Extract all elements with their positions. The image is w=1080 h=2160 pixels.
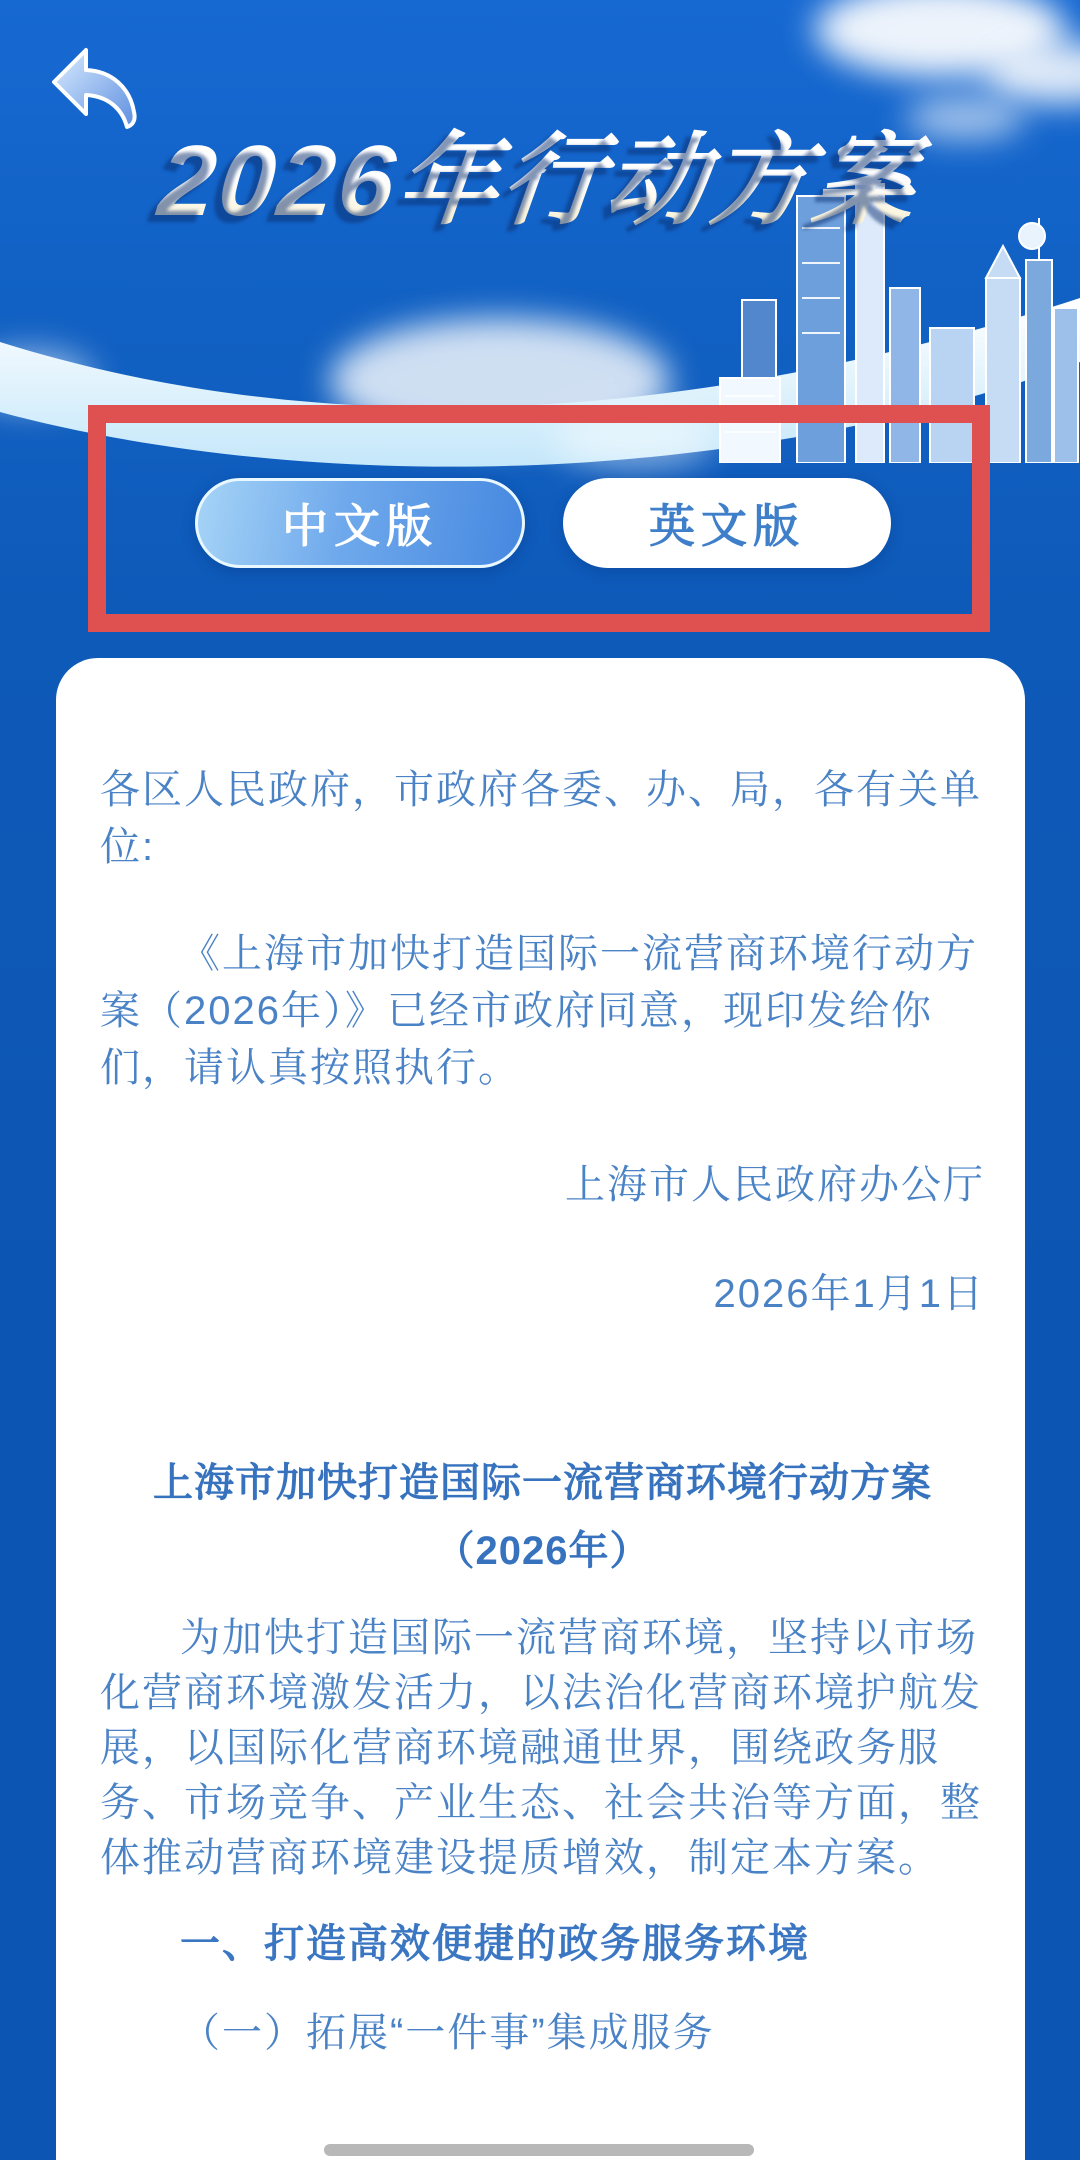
document-line: （2026年） xyxy=(434,1529,651,1573)
document-line: （一）拓展“一件事”集成服务 xyxy=(180,2011,715,2055)
document-line: 案（2026年）》已经市政府同意，现印发给你 xyxy=(100,989,933,1033)
document-card xyxy=(56,658,1025,2160)
sub-section-heading xyxy=(100,2005,985,2062)
document-line: 2026年1月1日 xyxy=(713,1272,985,1316)
notice-paragraph xyxy=(100,926,985,1097)
english-version-button[interactable] xyxy=(563,478,891,568)
document-line: 位: xyxy=(100,825,156,869)
scroll-indicator[interactable] xyxy=(324,2144,754,2156)
back-arrow-icon[interactable] xyxy=(50,44,146,130)
intro-paragraph xyxy=(100,1611,985,1886)
issue-date xyxy=(100,1266,985,1323)
document-line: 展，以国际化营商环境融通世界，围绕政务服 xyxy=(100,1726,940,1770)
salutation xyxy=(100,762,985,876)
document-line: 各区人民政府，市政府各委、办、局，各有关单 xyxy=(100,768,982,812)
document-line: 为加快打造国际一流营商环境，坚持以市场 xyxy=(180,1616,978,1660)
section-heading xyxy=(100,1916,985,1973)
document-line: 《上海市加快打造国际一流营商环境行动方 xyxy=(180,932,978,976)
document-line: 上海市人民政府办公厅 xyxy=(565,1163,985,1207)
issuer xyxy=(100,1157,985,1214)
document-line: 体推动营商环境建设提质增效，制定本方案。 xyxy=(100,1836,940,1880)
page-title: 2026年行动方案 xyxy=(0,100,1080,244)
document-title xyxy=(100,1449,985,1585)
document-line: 务、市场竞争、产业生态、社会共治等方面，整 xyxy=(100,1781,982,1825)
document-line: 们，请认真按照执行。 xyxy=(100,1046,520,1090)
document-line: 上海市加快打造国际一流营商环境行动方案 xyxy=(153,1461,932,1505)
english-version-label: 英文版 xyxy=(649,500,805,552)
chinese-version-button[interactable] xyxy=(195,478,525,568)
document-line: 化营商环境激发活力，以法治化营商环境护航发 xyxy=(100,1671,982,1715)
chinese-version-label: 中文版 xyxy=(282,500,438,552)
document-line: 一、打造高效便捷的政务服务环境 xyxy=(180,1922,810,1966)
